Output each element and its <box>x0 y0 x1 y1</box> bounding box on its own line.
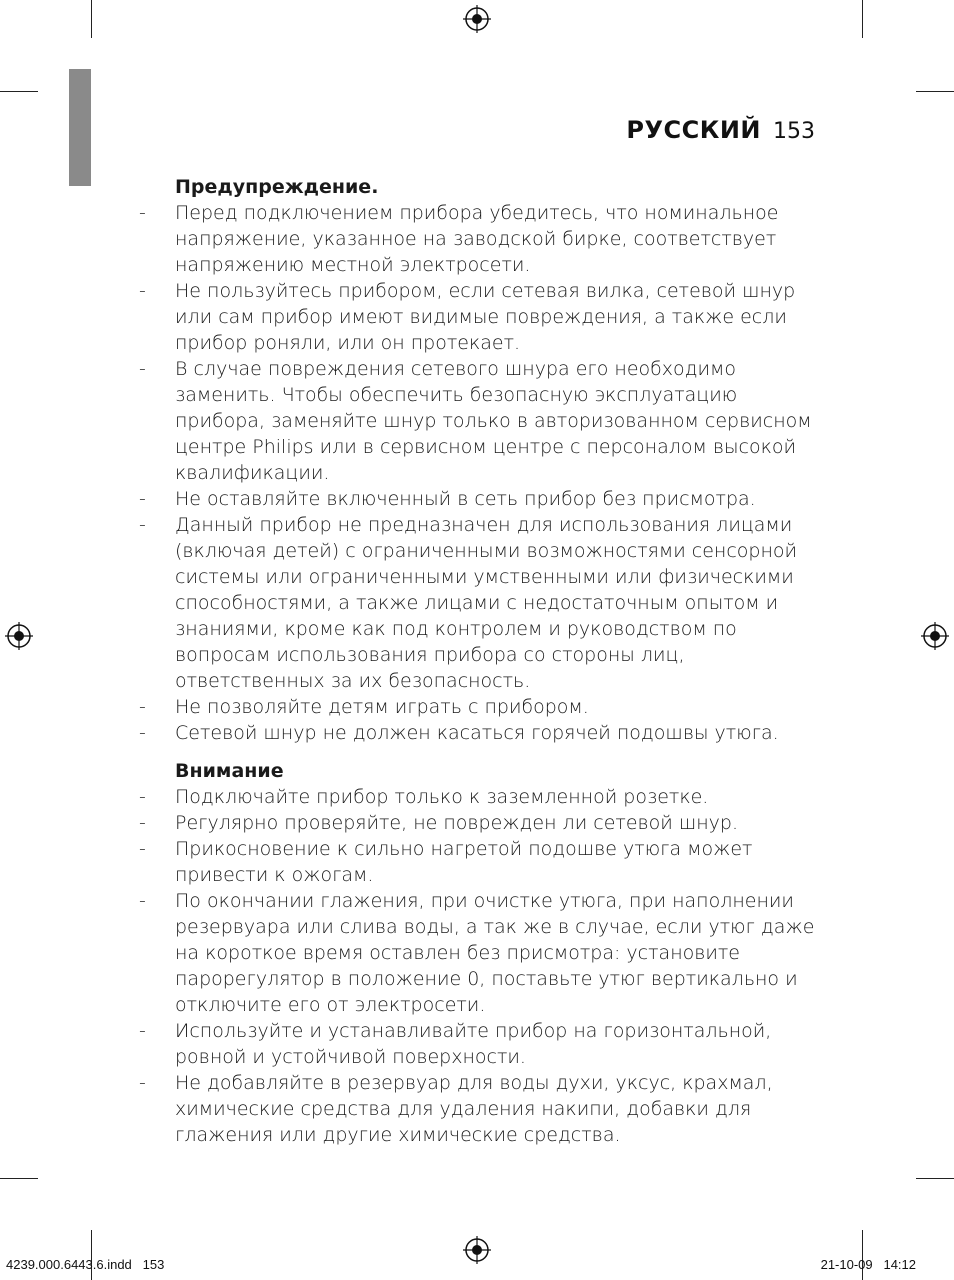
list-item: - Используйте и устанавливайте прибор на горизонтальной, ровной и устойчивой поверхности. <box>139 1020 772 1068</box>
footer-file: 4239.000.6443.6.indd 153 <box>6 1257 165 1272</box>
page-number: 153 <box>773 119 815 144</box>
registration-mark-icon <box>5 622 33 650</box>
caution-list <box>139 784 829 1148</box>
bullet: - <box>139 812 146 834</box>
list-item: - Перед подключением прибора убедитесь, что номинальное напряжение, указанное на заводской бирке, соответствует напряжению местной электросети. <box>139 202 779 276</box>
registration-mark-icon <box>463 5 491 33</box>
crop-mark <box>916 91 954 92</box>
bullet: - <box>139 280 146 302</box>
warning-list <box>139 200 829 746</box>
language-tab <box>69 69 91 186</box>
crop-mark <box>91 0 92 38</box>
list-item: - По окончании глажения, при очистке утюга, при наполнении резервуара или слива воды, а так же в случае, если утюг даже на короткое время оставлен без присмотра: установите парорегулятор в положение 0, поставьте утюг вертикально и отключите его от электросети. <box>139 890 815 1016</box>
bullet: - <box>139 358 146 380</box>
bullet: - <box>139 722 146 744</box>
section-heading-warning: Предупреждение. <box>175 176 379 198</box>
crop-mark <box>916 1178 954 1179</box>
document-body <box>139 174 829 1148</box>
list-item: - Не оставляйте включенный в сеть прибор без присмотра. <box>139 488 756 510</box>
crop-mark <box>862 1230 863 1280</box>
bullet: - <box>139 786 146 808</box>
section-heading-caution: Внимание <box>175 760 284 782</box>
list-item: - Данный прибор не предназначен для использования лицами (включая детей) с ограниченными возможностями сенсорной системы или ограниченными умственными или физическими способностями, а также лицами с недостаточным опытом и знаниями, кроме как под контролем и руководством по вопросам использования прибора со стороны лиц, ответственных за их безопасность. <box>139 514 798 692</box>
list-item: - Не пользуйтесь прибором, если сетевая вилка, сетевой шнур или сам прибор имеют видимые повреждения, а также если прибор роняли, или он протекает. <box>139 280 796 354</box>
crop-mark <box>0 1178 38 1179</box>
registration-mark-icon <box>463 1236 491 1264</box>
bullet: - <box>139 514 146 536</box>
list-item: - В случае повреждения сетевого шнура его необходимо заменить. Чтобы обеспечить безопасную эксплуатацию прибора, заменяйте шнур только в авторизованном сервисном центре Philips или в сервисном центре с персоналом высокой квалификации. <box>139 358 812 484</box>
crop-mark <box>0 91 38 92</box>
language-title: РУССКИЙ <box>626 116 761 144</box>
list-item: - Сетевой шнур не должен касаться горячей подошвы утюга. <box>139 722 779 744</box>
list-item: - Не добавляйте в резервуар для воды духи, уксус, крахмал, химические средства для удаления накипи, добавки для глажения или другие химические средства. <box>139 1072 773 1146</box>
list-item: - Подключайте прибор только к заземленной розетке. <box>139 786 709 808</box>
page-header <box>626 116 815 144</box>
registration-mark-icon <box>921 622 949 650</box>
bullet: - <box>139 1072 146 1094</box>
crop-mark <box>862 0 863 38</box>
bullet: - <box>139 202 146 224</box>
crop-mark <box>91 1230 92 1280</box>
bullet: - <box>139 488 146 510</box>
footer-datetime: 21-10-09 14:12 <box>820 1257 916 1272</box>
bullet: - <box>139 1020 146 1042</box>
list-item: - Прикосновение к сильно нагретой подошве утюга может привести к ожогам. <box>139 838 753 886</box>
bullet: - <box>139 696 146 718</box>
bullet: - <box>139 890 146 912</box>
bullet: - <box>139 838 146 860</box>
list-item: - Не позволяйте детям играть с прибором. <box>139 696 589 718</box>
list-item: - Регулярно проверяйте, не поврежден ли сетевой шнур. <box>139 812 739 834</box>
